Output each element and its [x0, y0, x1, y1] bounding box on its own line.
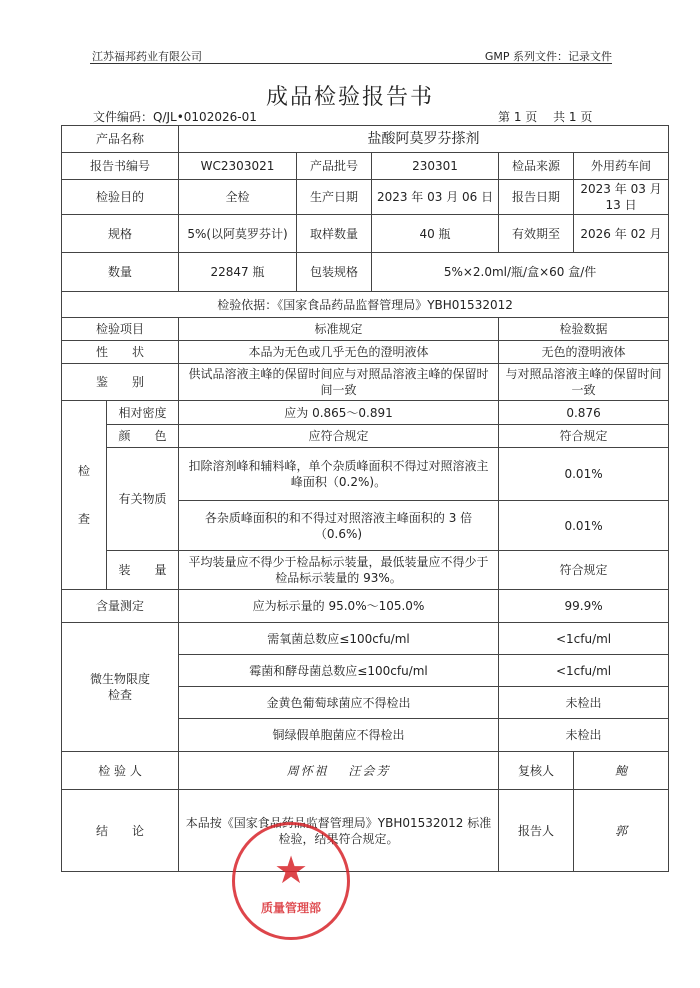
result-impurity-total: 0.01% [499, 501, 669, 551]
label-check-group: 检 查 [62, 401, 107, 590]
report-table [61, 125, 669, 872]
row-color [62, 425, 669, 448]
standard-impurity-single: 扣除溶剂峰和辅料峰，单个杂质峰面积不得过对照溶液主峰面积（0.2%)。 [179, 448, 499, 501]
label-spec: 规格 [62, 215, 179, 253]
label-quantity: 数量 [62, 253, 179, 292]
result-assay: 99.9% [499, 590, 669, 623]
row-purpose [62, 180, 669, 215]
standard-aerobic: 需氧菌总数应≤100cfu/ml [179, 623, 499, 655]
row-inspector [62, 752, 669, 790]
label-purpose: 检验目的 [62, 180, 179, 215]
report-date: 2023 年 03 月 13 日 [574, 180, 669, 215]
result-impurity-single: 0.01% [499, 448, 669, 501]
quantity: 22847 瓶 [179, 253, 297, 292]
row-impurity-single [62, 448, 669, 501]
label-fill: 装 量 [107, 551, 179, 590]
row-conclusion [62, 790, 669, 872]
file-code: 文件编码：Q/JL•0102026-01 [93, 110, 257, 124]
result-fill: 符合规定 [499, 551, 669, 590]
label-expiry: 有效期至 [499, 215, 574, 253]
label-microbial: 微生物限度 检查 [62, 623, 179, 752]
company-name: 江苏福邦药业有限公司 [92, 50, 202, 63]
label-assay: 含量测定 [62, 590, 179, 623]
result-color: 符合规定 [499, 425, 669, 448]
result-identification: 与对照品溶液主峰的保留时间一致 [499, 364, 669, 401]
reporter-signature: 郭 [574, 790, 669, 872]
row-spec [62, 215, 669, 253]
row-identification [62, 364, 669, 401]
result-appearance: 无色的澄明液体 [499, 341, 669, 364]
expiry: 2026 年 02 月 [574, 215, 669, 253]
row-report-no [62, 153, 669, 180]
row-product-name [62, 126, 669, 153]
label-batch: 产品批号 [297, 153, 372, 180]
product-name: 盐酸阿莫罗芬搽剂 [179, 126, 669, 153]
label-reporter: 报告人 [499, 790, 574, 872]
doc-series: GMP 系列文件：记录文件 [484, 50, 612, 63]
batch-no: 230301 [372, 153, 499, 180]
report-title: 成品检验报告书 [265, 85, 434, 110]
spec: 5%(以阿莫罗芬计) [179, 215, 297, 253]
standard-pseudomonas: 铜绿假单胞菌应不得检出 [179, 719, 499, 752]
standard-impurity-total: 各杂质峰面积的和不得过对照溶液主峰面积的 3 倍（0.6%) [179, 501, 499, 551]
result-density: 0.876 [499, 401, 669, 425]
label-mfg-date: 生产日期 [297, 180, 372, 215]
label-inspector: 检 验 人 [62, 752, 179, 790]
row-assay [62, 590, 669, 623]
stamp-star-icon: ★ [273, 848, 309, 892]
col-header-standard: 标准规定 [179, 318, 499, 341]
row-basis [62, 292, 669, 318]
sample-qty: 40 瓶 [372, 215, 499, 253]
standard-identification: 供试品溶液主峰的保留时间应与对照品溶液主峰的保留时间一致 [179, 364, 499, 401]
page-info: 第 1 页 共 1 页 [498, 110, 593, 124]
stamp-text: 质量管理部 [260, 901, 321, 915]
conclusion-text: 本品按《国家食品药品监督管理局》YBH01532012 标准检验，结果符合规定。 [179, 790, 499, 872]
label-color: 颜 色 [107, 425, 179, 448]
standard-appearance: 本品为无色或几乎无色的澄明液体 [179, 341, 499, 364]
label-sample-qty: 取样数量 [297, 215, 372, 253]
row-density [62, 401, 669, 425]
standard-assay: 应为标示量的 95.0%～105.0% [179, 590, 499, 623]
label-source: 检品来源 [499, 153, 574, 180]
pack-spec: 5%×2.0ml/瓶/盒×60 盒/件 [372, 253, 669, 292]
header-divider [90, 63, 612, 64]
label-conclusion: 结 论 [62, 790, 179, 872]
reviewer-signature: 鲍 [574, 752, 669, 790]
label-product-name: 产品名称 [62, 126, 179, 153]
col-header-result: 检验数据 [499, 318, 669, 341]
result-staph: 未检出 [499, 687, 669, 719]
row-quantity [62, 253, 669, 292]
label-report-no: 报告书编号 [62, 153, 179, 180]
standard-color: 应符合规定 [179, 425, 499, 448]
result-aerobic: <1cfu/ml [499, 623, 669, 655]
label-appearance: 性 状 [62, 341, 179, 364]
result-pseudomonas: 未检出 [499, 719, 669, 752]
mfg-date: 2023 年 03 月 06 日 [372, 180, 499, 215]
source: 外用药车间 [574, 153, 669, 180]
row-aerobic [62, 623, 669, 655]
label-density: 相对密度 [107, 401, 179, 425]
standard-staph: 金黄色葡萄球菌应不得检出 [179, 687, 499, 719]
purpose: 全检 [179, 180, 297, 215]
label-impurities: 有关物质 [107, 448, 179, 551]
row-appearance [62, 341, 669, 364]
inspector-signature: 周怀祖 汪会芳 [179, 752, 499, 790]
result-mold: <1cfu/ml [499, 655, 669, 687]
standard-mold: 霉菌和酵母菌总数应≤100cfu/ml [179, 655, 499, 687]
col-header-item: 检验项目 [62, 318, 179, 341]
standard-density: 应为 0.865～0.891 [179, 401, 499, 425]
report-no: WC2303021 [179, 153, 297, 180]
label-reviewer: 复核人 [499, 752, 574, 790]
row-column-headers [62, 318, 669, 341]
label-report-date: 报告日期 [499, 180, 574, 215]
standard-fill: 平均装量应不得少于检品标示装量，最低装量应不得少于检品标示装量的 93%。 [179, 551, 499, 590]
label-pack: 包装规格 [297, 253, 372, 292]
row-fill [62, 551, 669, 590]
label-identification: 鉴 别 [62, 364, 179, 401]
test-basis: 检验依据：《国家食品药品监督管理局》YBH01532012 [62, 292, 669, 318]
